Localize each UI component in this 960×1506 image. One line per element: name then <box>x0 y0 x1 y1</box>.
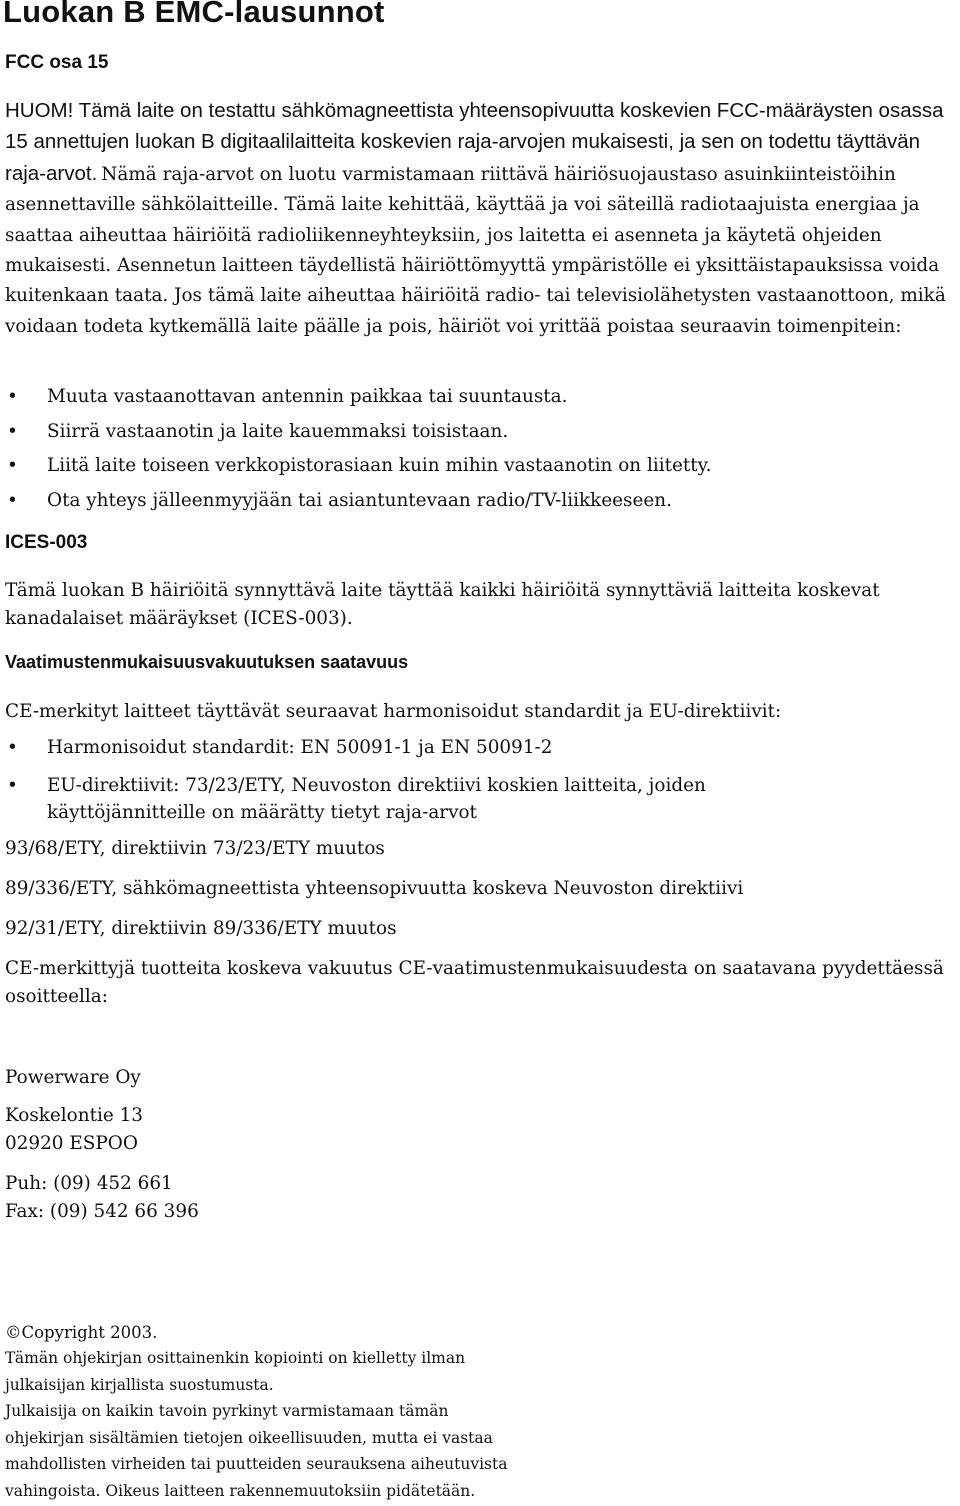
bullet-icon: • <box>7 737 18 758</box>
list-item: • Muuta vastaanottavan antennin paikkaa tai suuntausta. <box>5 383 711 410</box>
ices-heading: ICES-003 <box>5 532 88 553</box>
address-company: Powerware Oy <box>5 1067 141 1088</box>
address-phone: Puh: (09) 452 661 <box>5 1173 173 1194</box>
page-title: Luokan B EMC-lausunnot <box>3 0 385 29</box>
address-street: Koskelontie 13 <box>5 1105 143 1126</box>
conformity-bullet-list <box>5 734 706 826</box>
list-item: • Harmonisoidut standardit: EN 50091-1 ja EN 50091-2 <box>5 734 706 761</box>
bullet-icon: • <box>7 775 18 796</box>
fcc-paragraph <box>5 96 955 342</box>
directive-89-336: 89/336/ETY, sähkömagneettista yhteensopivuutta koskeva Neuvoston direktiivi <box>5 878 744 899</box>
address-city: 02920 ESPOO <box>5 1133 138 1154</box>
list-item: • Ota yhteys jälleenmyyjään tai asiantuntevaan radio/TV-liikkeeseen. <box>5 487 711 514</box>
address-fax: Fax: (09) 542 66 396 <box>5 1201 199 1222</box>
bullet-icon: • <box>7 386 18 407</box>
conformity-intro: CE-merkityt laitteet täyttävät seuraavat harmonisoidut standardit ja EU-direktiivit: <box>5 701 782 722</box>
fcc-heading: FCC osa 15 <box>5 52 109 73</box>
availability-text: CE-merkittyjä tuotteita koskeva vakuutus CE-vaatimustenmukaisuudesta on saatavana pyydettäessä osoitteella: <box>5 958 944 1007</box>
list-item: • Liitä laite toiseen verkkopistorasiaan kuin mihin vastaanotin on liitetty. <box>5 452 711 479</box>
fcc-bullet-list <box>5 383 711 514</box>
copyright-line: ©Copyright 2003. <box>5 1323 158 1342</box>
fcc-text-sans: HUOM! Tämä laite on testattu sähkömagneettista yhteensopivuutta koskevien FCC-määräysten osassa 15 annettujen luokan B digitaalilaitteita koskevien raja-arvojen mukaisesti, ja sen on todettu täyttävän raja-arvot. <box>5 99 944 185</box>
disclaimer-notice: Julkaisija on kaikin tavoin pyrkinyt varmistamaan tämän ohjekirjan sisältämien tietojen oikeellisuuden, mutta ei vastaa mahdollisten virheiden tai puutteiden seurauksena aiheutuvista vahingoista. Oikeus laitteen rakennemuutoksiin pidätetään. <box>5 1402 508 1500</box>
list-item: • EU-direktiivit: 73/23/ETY, Neuvoston direktiivi koskien laitteita, joiden käyttöjännitteille on määrätty tietyt raja-arvot <box>5 772 706 826</box>
ices-paragraph: Tämä luokan B häiriöitä synnyttävä laite täyttää kaikki häiriöitä synnyttäviä laitteita koskevat kanadalaiset määräykset (ICES-003). <box>5 580 880 629</box>
fcc-text-serif: Nämä raja-arvot on luotu varmistamaan riittävä häiriösuojaustaso asuinkiinteistöihin asennettaville sähkölaitteille. Tämä laite kehittää, käyttää ja voi säteillä radiotaajuista energiaa ja saattaa aiheuttaa häiriöitä radioliikenneyhteyksiin, jos laitetta ei asenneta ja käytetä ohjeiden mukaisesti. Asennetun laitteen täydellistä häiriöttömyyttä ympäristölle ei yksittäistapauksissa voida kuitenkaan taata. Jos tämä laite aiheuttaa häiriöitä radio- tai televisiolähetysten vastaanottoon, mikä voidaan todeta kytkemällä laite päälle ja pois, häiriöt voi yrittää poistaa seuraavin toimenpitein: <box>5 163 946 337</box>
bullet-icon: • <box>7 455 18 476</box>
copyright-notice: Tämän ohjekirjan osittainenkin kopiointi on kielletty ilman julkaisijan kirjallista suostumusta. <box>5 1349 466 1394</box>
conformity-heading: Vaatimustenmukaisuusvakuutuksen saatavuus <box>5 652 409 672</box>
bullet-icon: • <box>7 420 18 442</box>
list-item: • Siirrä vastaanotin ja laite kauemmaksi toisistaan. <box>5 418 711 445</box>
directive-93-68: 93/68/ETY, direktiivin 73/23/ETY muutos <box>5 838 385 859</box>
bullet-icon: • <box>7 489 18 511</box>
directive-92-31: 92/31/ETY, direktiivin 89/336/ETY muutos <box>5 918 397 939</box>
